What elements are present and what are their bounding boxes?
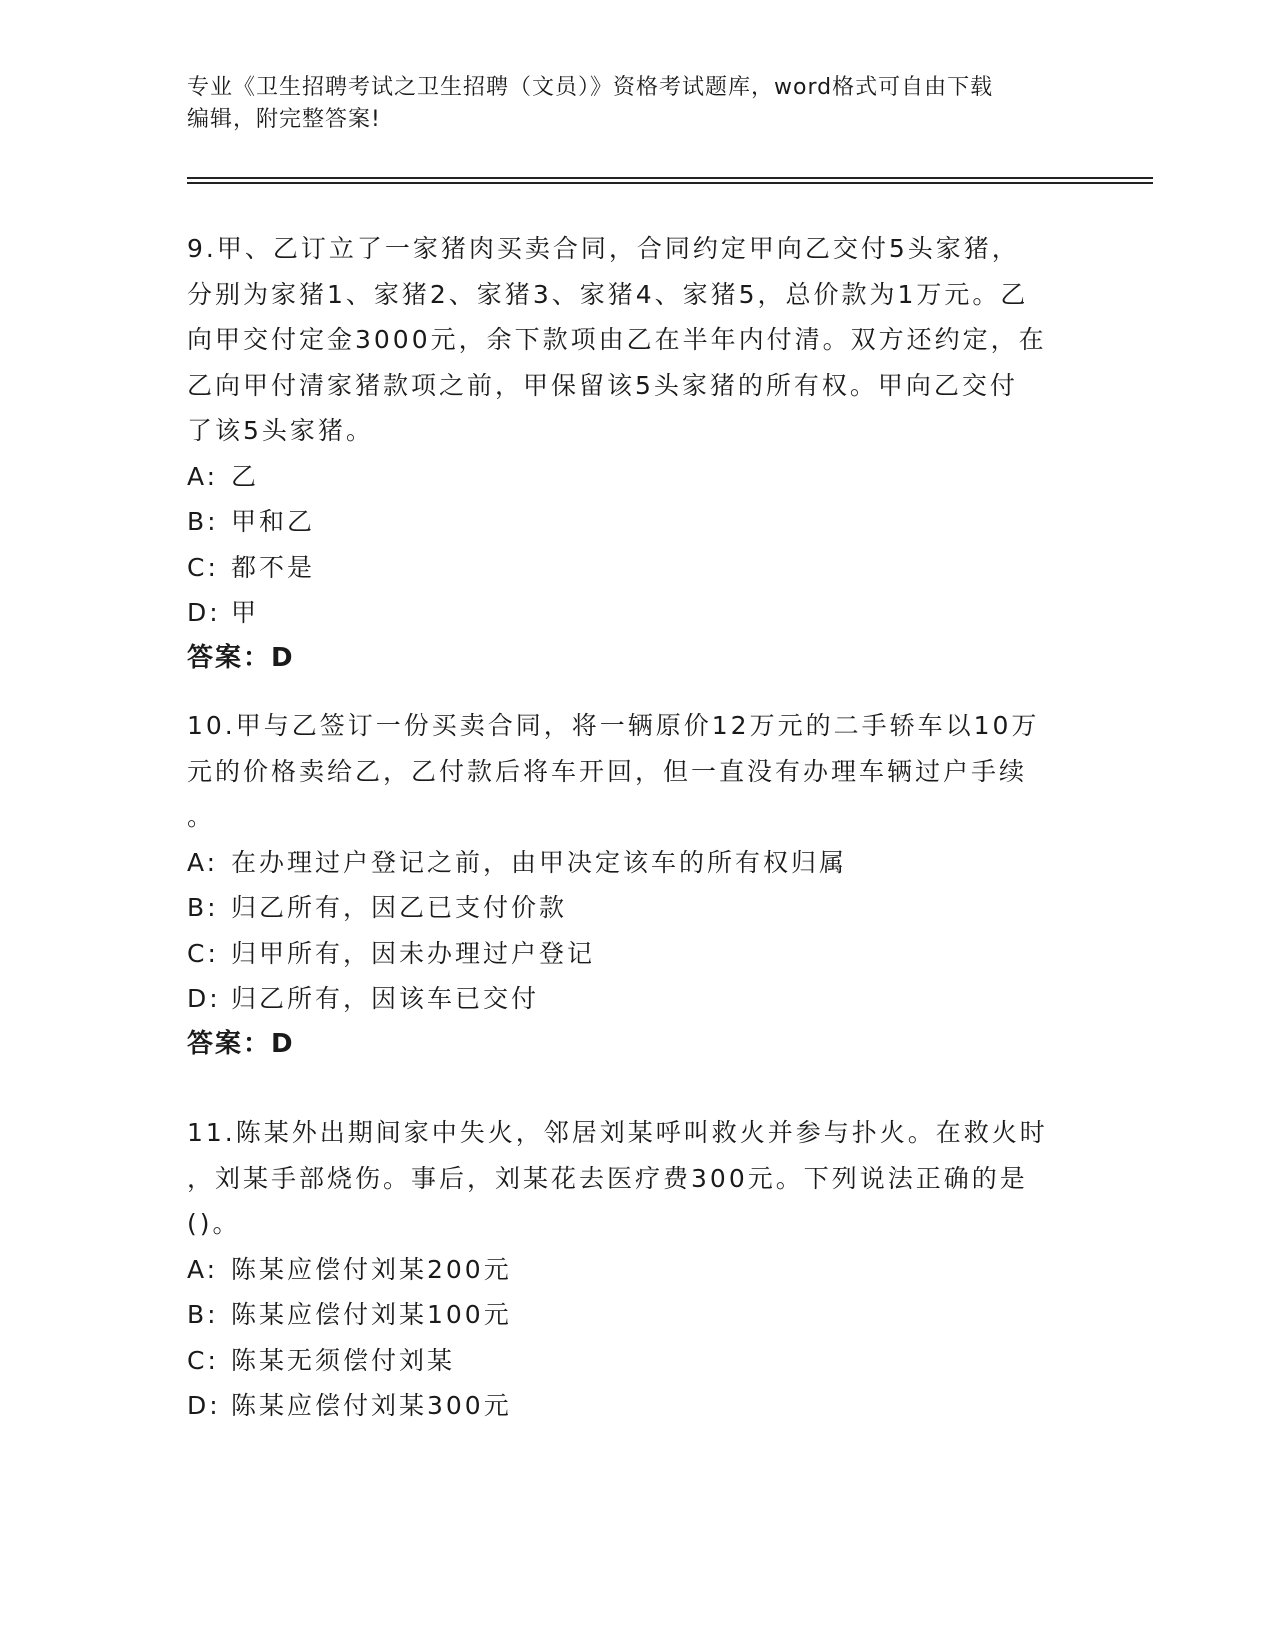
question-stem-line: 10.甲与乙签订一份买卖合同，将一辆原价12万元的二手轿车以10万 [187, 711, 1040, 740]
question-stem-line: 向甲交付定金3000元，余下款项由乙在半年内付清。双方还约定，在 [187, 325, 1047, 354]
option-key: D: [187, 984, 221, 1013]
option-a [187, 454, 1087, 500]
answer-label: 答案：D [187, 642, 295, 673]
option-key: B: [187, 507, 219, 536]
option-b [187, 499, 1087, 545]
option-b [187, 1292, 1087, 1338]
option-key: A: [187, 461, 219, 491]
question-9 [187, 226, 1087, 681]
option-text: 归乙所有，因该车已交付 [231, 984, 540, 1013]
option-d [187, 1383, 1087, 1429]
option-d [187, 590, 1087, 636]
option-c [187, 1338, 1087, 1384]
question-stem-line: ()。 [187, 1209, 241, 1238]
question-stem-line: 分别为家猪1、家猪2、家猪3、家猪4、家猪5，总价款为1万元。乙 [187, 279, 1029, 309]
option-text: 陈某应偿付刘某300元 [231, 1391, 512, 1420]
option-text: 陈某无须偿付刘某 [231, 1345, 456, 1375]
option-text: 都不是 [231, 552, 316, 582]
option-key: A: [187, 847, 219, 877]
option-text: 甲和乙 [231, 507, 316, 536]
option-a [187, 840, 1087, 886]
header-divider-top [187, 177, 1153, 179]
option-key: C: [187, 552, 219, 582]
option-c [187, 931, 1087, 977]
option-text: 归甲所有，因未办理过户登记 [231, 938, 596, 968]
option-text: 乙 [231, 461, 260, 491]
question-stem-line: 了该5头家猪。 [187, 416, 374, 445]
option-text: 在办理过户登记之前，由甲决定该车的所有权归属 [231, 847, 848, 877]
option-key: B: [187, 893, 219, 922]
option-key: C: [187, 938, 219, 968]
option-text: 归乙所有，因乙已支付价款 [231, 893, 568, 922]
option-text: 甲 [231, 598, 260, 627]
option-c [187, 545, 1087, 591]
question-stem-line: 11.陈某外出期间家中失火，邻居刘某呼叫救火并参与扑火。在救火时 [187, 1118, 1048, 1147]
option-d [187, 976, 1087, 1022]
question-stem-line: 元的价格卖给乙，乙付款后将车开回，但一直没有办理车辆过户手续 [187, 756, 1028, 786]
header-line-2: 编辑，附完整答案! [187, 107, 381, 132]
header-line-1: 专业《卫生招聘考试之卫生招聘（文员）》资格考试题库，word格式可自由下载 [187, 75, 994, 100]
option-key: B: [187, 1300, 219, 1329]
option-b [187, 885, 1087, 931]
option-key: A: [187, 1254, 219, 1284]
question-stem-line: 乙向甲付清家猪款项之前，甲保留该5头家猪的所有权。甲向乙交付 [187, 370, 1018, 400]
option-key: D: [187, 598, 221, 627]
header-divider-bottom [187, 182, 1153, 184]
option-text: 陈某应偿付刘某100元 [231, 1300, 512, 1329]
question-stem-line: 。 [187, 802, 216, 831]
option-key: D: [187, 1391, 221, 1420]
document-header [187, 72, 1087, 136]
question-10 [187, 703, 1087, 1067]
question-stem-line: 9.甲、乙订立了一家猪肉买卖合同，合同约定甲向乙交付5头家猪， [187, 234, 1020, 263]
option-key: C: [187, 1345, 219, 1375]
option-text: 陈某应偿付刘某200元 [231, 1254, 512, 1284]
question-stem-line: ，刘某手部烧伤。事后，刘某花去医疗费300元。下列说法正确的是 [187, 1163, 1028, 1193]
answer-label: 答案：D [187, 1028, 295, 1059]
option-a [187, 1247, 1087, 1293]
question-11 [187, 1110, 1087, 1429]
